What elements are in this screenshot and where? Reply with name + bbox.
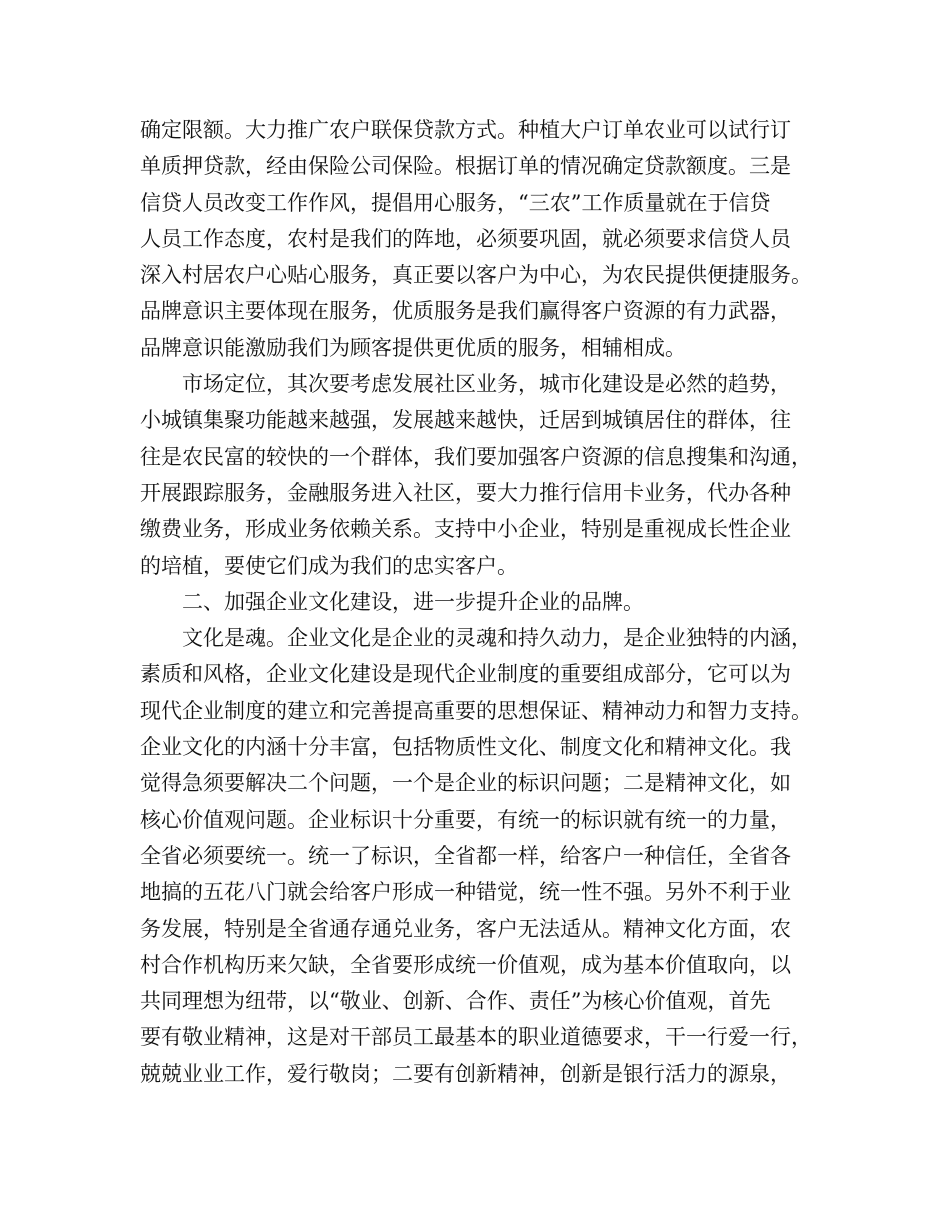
text-line: 信贷人员改变工作作风，提倡用心服务，“三农”工作质量就在于信贷 — [140, 190, 771, 215]
text-line: 觉得急须要解决二个问题，一个是企业的标识问题；二是精神文化，如 — [140, 771, 791, 796]
text-line: 要有敬业精神，这是对干部员工最基本的职业道德要求，干一行爱一行， — [140, 1025, 812, 1050]
text-line: 村合作机构历来欠缺，全省要形成统一价值观，成为基本价值取向，以 — [140, 952, 791, 977]
text-line: 人员工作态度，农村是我们的阵地，必须要巩固，就必须要求信贷人员 — [140, 226, 791, 251]
text-line: 缴费业务，形成业务依赖关系。支持中小企业，特别是重视成长性企业 — [140, 517, 791, 542]
text-line: 全省必须要统一。统一了标识，全省都一样，给客户一种信任，全省各 — [140, 843, 791, 868]
text-line: 现代企业制度的建立和完善提高重要的思想保证、精神动力和智力支持。 — [140, 698, 812, 723]
text-line: 开展跟踪服务，金融服务进入社区，要大力推行信用卡业务，代办各种 — [140, 480, 791, 505]
section-heading: 二、加强企业文化建设，进一步提升企业的品牌。 — [182, 589, 644, 614]
text-line: 文化是魂。企业文化是企业的灵魂和持久动力，是企业独特的内涵， — [182, 626, 812, 651]
text-line: 往是农民富的较快的一个群体，我们要加强客户资源的信息搜集和沟通， — [140, 444, 812, 469]
text-line: 共同理想为纽带，以“敬业、创新、合作、责任”为核心价值观，首先 — [140, 989, 771, 1014]
text-line: 地搞的五花八门就会给客户形成一种错觉，统一性不强。另外不利于业 — [140, 880, 791, 905]
text-line: 兢兢业业工作，爱行敬岗；二要有创新精神，创新是银行活力的源泉， — [140, 1061, 791, 1086]
text-line: 单质押贷款，经由保险公司保险。根据订单的情况确定贷款额度。三是 — [140, 154, 791, 179]
text-line: 小城镇集聚功能越来越强，发展越来越快，迁居到城镇居住的群体，往 — [140, 408, 791, 433]
text-line: 的培植，要使它们成为我们的忠实客户。 — [140, 553, 518, 578]
text-line: 品牌意识能激励我们为顾客提供更优质的服务，相辅相成。 — [140, 335, 686, 360]
text-line: 深入村居农户心贴心服务，真正要以客户为中心，为农民提供便捷服务。 — [140, 263, 812, 288]
text-line: 企业文化的内涵十分丰富，包括物质性文化、制度文化和精神文化。我 — [140, 735, 791, 760]
text-line: 核心价值观问题。企业标识十分重要，有统一的标识就有统一的力量， — [140, 807, 791, 832]
text-line: 品牌意识主要体现在服务，优质服务是我们赢得客户资源的有力武器， — [140, 299, 791, 324]
text-line: 素质和风格，企业文化建设是现代企业制度的重要组成部分，它可以为 — [140, 662, 791, 687]
text-line: 确定限额。大力推广农户联保贷款方式。种植大户订单农业可以试行订 — [140, 118, 791, 142]
document-body — [140, 112, 830, 1092]
text-line: 务发展，特别是全省通存通兑业务，客户无法适从。精神文化方面，农 — [140, 916, 791, 941]
text-line: 市场定位，其次要考虑发展社区业务，城市化建设是必然的趋势， — [182, 372, 791, 397]
